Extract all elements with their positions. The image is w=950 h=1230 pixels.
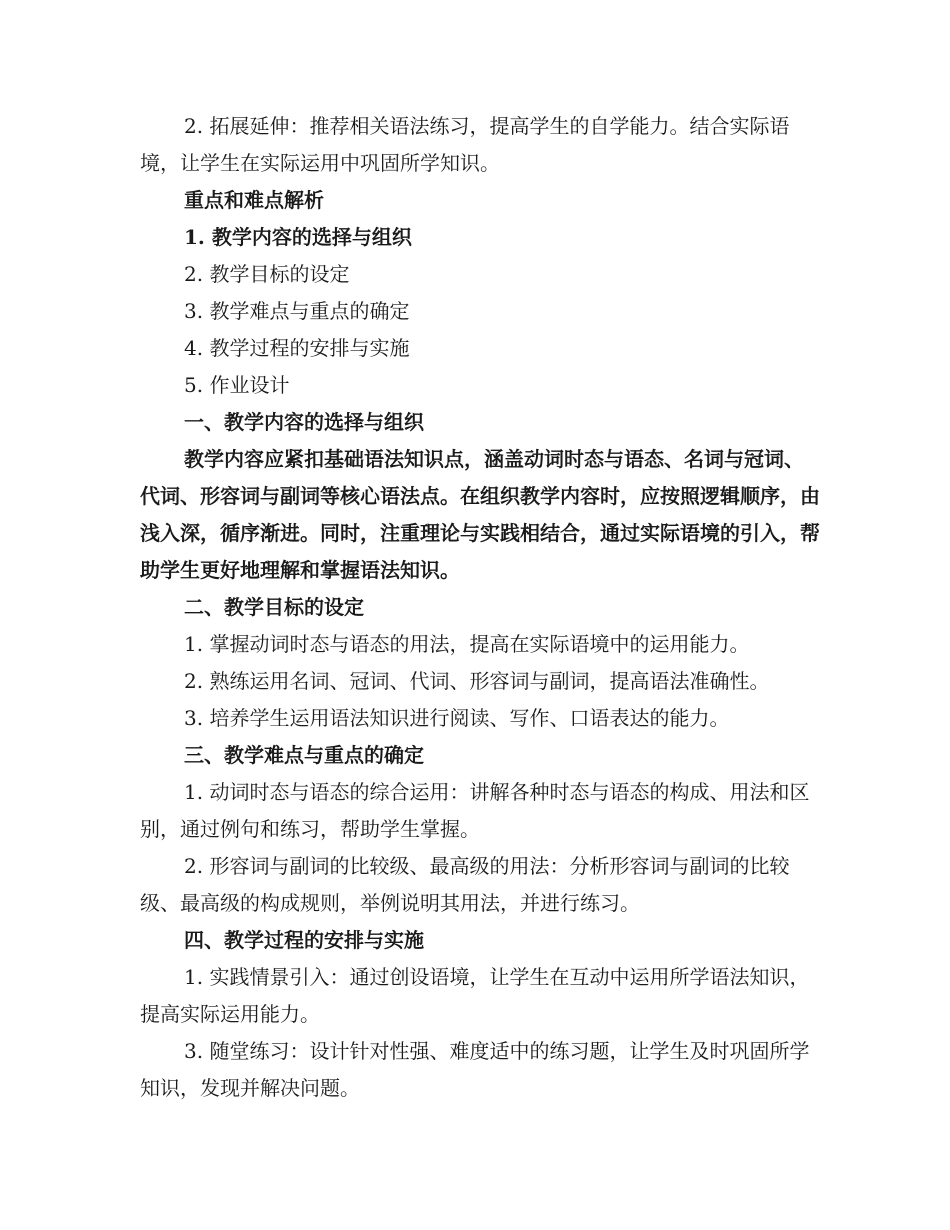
section-heading-2: 二、教学目标的设定 bbox=[184, 595, 364, 619]
process-item-3: 3. 随堂练习：设计针对性强、难度适中的练习题，让学生及时巩固所学知识，发现并解决问题。 bbox=[140, 1039, 810, 1100]
list-item-content-selection: 1. 教学内容的选择与组织 bbox=[184, 225, 412, 249]
paragraph-extension: 2. 拓展延伸：推荐相关语法练习，提高学生的自学能力。结合实际语境，让学生在实际运用中巩固所学知识。 bbox=[140, 114, 790, 175]
list-item-difficulty: 3. 教学难点与重点的确定 bbox=[184, 299, 410, 323]
heading-key-points: 重点和难点解析 bbox=[184, 188, 324, 212]
goal-item-3: 3. 培养学生运用语法知识进行阅读、写作、口语表达的能力。 bbox=[184, 706, 730, 730]
section-heading-1: 一、教学内容的选择与组织 bbox=[184, 410, 424, 434]
section-heading-4: 四、教学过程的安排与实施 bbox=[184, 928, 424, 952]
process-item-1: 1. 实践情景引入：通过创设语境，让学生在互动中运用所学语法知识，提高实际运用能力。 bbox=[140, 965, 810, 1026]
paragraph-content-selection: 教学内容应紧扣基础语法知识点，涵盖动词时态与语态、名词与冠词、代词、形容词与副词等核心语法点。在组织教学内容时，应按照逻辑顺序，由浅入深，循序渐进。同时，注重理论与实践相结合，通过实际语境的引入，帮助学生更好地理解和掌握语法知识。 bbox=[140, 447, 820, 582]
section-heading-3: 三、教学难点与重点的确定 bbox=[184, 743, 424, 767]
list-item-homework: 5. 作业设计 bbox=[184, 373, 290, 397]
document-body bbox=[140, 108, 820, 1107]
list-item-process: 4. 教学过程的安排与实施 bbox=[184, 336, 410, 360]
difficulty-item-1: 1. 动词时态与语态的综合运用：讲解各种时态与语态的构成、用法和区别，通过例句和练习，帮助学生掌握。 bbox=[140, 780, 810, 841]
goal-item-1: 1. 掌握动词时态与语态的用法，提高在实际语境中的运用能力。 bbox=[184, 632, 750, 656]
difficulty-item-2: 2. 形容词与副词的比较级、最高级的用法：分析形容词与副词的比较级、最高级的构成规则，举例说明其用法，并进行练习。 bbox=[140, 854, 790, 915]
list-item-goal-setting: 2. 教学目标的设定 bbox=[184, 262, 350, 286]
goal-item-2: 2. 熟练运用名词、冠词、代词、形容词与副词，提高语法准确性。 bbox=[184, 669, 770, 693]
